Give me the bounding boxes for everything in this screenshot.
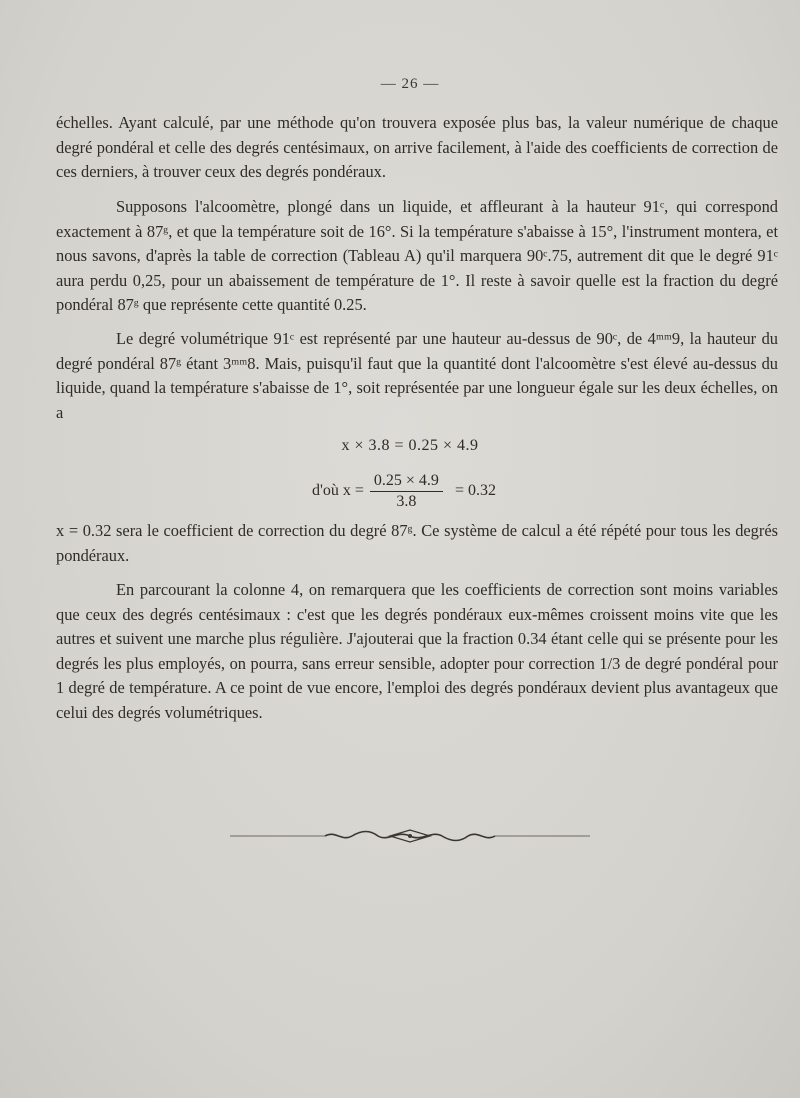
paragraph-2 [56, 195, 778, 318]
paragraph-text: Le degré volumétrique 91ᶜ est représenté par une hauteur au-dessus de 90ᶜ, de 4ᵐᵐ9, la hauteur du degré pondéral 87ᵍ étant 3ᵐᵐ8. Mais, puisqu'il faut que la quantité dont l'alcoomètre s'est élevé au-dessus du liquide, quand la température s'abaisse de 1°, soit représentée par une longueur égale sur les deux échelles, on a [56, 329, 778, 422]
paragraph-1 [56, 111, 778, 185]
ornament-divider-icon [230, 826, 590, 846]
fraction-numerator: 0.25 × 4.9 [370, 471, 443, 492]
paragraph-5 [56, 578, 778, 725]
paragraph-3 [56, 327, 778, 425]
equation-result: = 0.32 [454, 482, 496, 499]
paragraph-4 [56, 519, 778, 568]
equation-2 [312, 468, 502, 514]
paragraph-text: Supposons l'alcoomètre, plongé dans un liquide, et affleurant à la hauteur 91ᶜ, qui correspond exactement à 87ᵍ, et que la température soit de 16°. Si la température s'abaisse à 15°, l'instrument montera, et nous savons, d'après la table de correction (Tableau A) qu'il marquera 90ᶜ.75, autrement dit que le degré 91ᶜ aura perdu 0,25, pour un abaissement de température de 1°. Il reste à savoir quelle est la fraction du degré pondéral 87ᵍ que représente cette quantité 0.25. [56, 197, 778, 314]
fraction-denominator: 3.8 [396, 492, 417, 510]
paragraph-text: En parcourant la colonne 4, on remarquera que les coefficients de correction sont moins variables que ceux des degrés centésimaux : c'est que les degrés pondéraux eux-mêmes croissent moins vite que les autres et suivent une marche plus régulière. J'ajouterai que la fraction 0.34 étant celle qui se présente pour les degrés les plus employés, on pourra, sans erreur sensible, adopter pour correction 1/3 de degré pondéral pour 1 degré de température. A ce point de vue encore, l'emploi des degrés pondéraux devient plus avantageux que celui des degrés volumétriques. [56, 580, 778, 722]
equation-1: x × 3.8 = 0.25 × 4.9 [341, 437, 479, 454]
paragraph-text: x = 0.32 sera le coefficient de correction du degré 87ᵍ. Ce système de calcul a été répété pour tous les degrés pondéraux. [56, 521, 778, 565]
page-number: — 26 — [380, 76, 440, 92]
paragraph-text: échelles. Ayant calculé, par une méthode qu'on trouvera exposée plus bas, la valeur numérique de chaque degré pondéral et celle des degrés centésimaux, on arrive facilement, à l'aide des coefficients de correction de ces derniers, à trouver ceux des degrés pondéraux. [56, 113, 778, 181]
equation-fraction [370, 471, 443, 512]
equation-prefix: d'où x = [312, 482, 364, 499]
